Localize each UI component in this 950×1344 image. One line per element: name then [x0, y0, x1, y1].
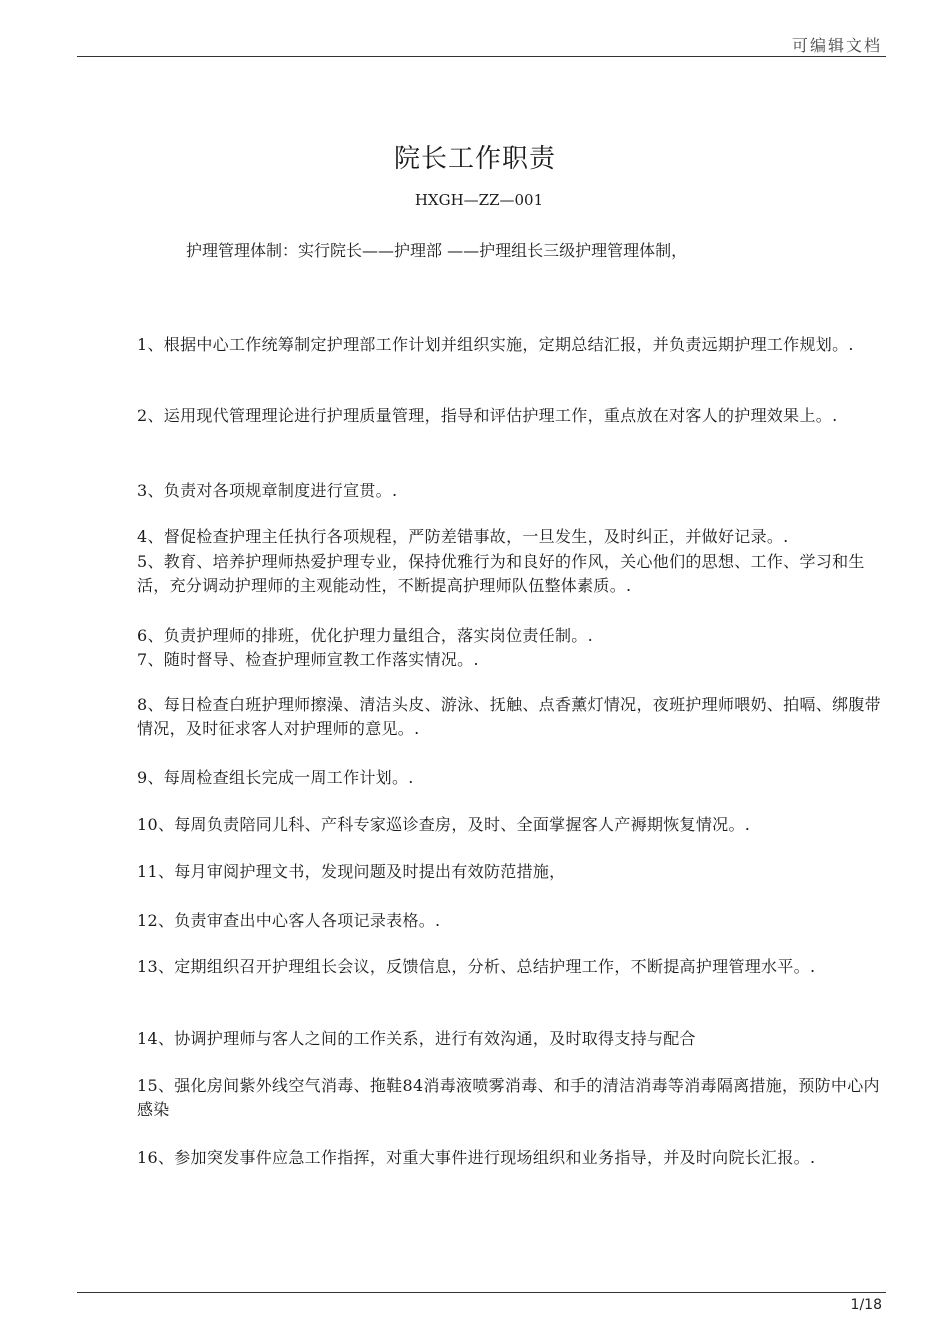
duty-item-5: 5、教育、培养护理师热爱护理专业，保持优雅行为和良好的作风，关心他们的思想、工作、学习和生活，充分调动护理师的主观能动性，不断提高护理师队伍整体素质。.: [137, 552, 865, 595]
page-number: 1/18: [850, 1297, 882, 1313]
duty-item-9: 9、每周检查组长完成一周工作计划。.: [137, 768, 414, 787]
duty-item-16: 16、参加突发事件应急工作指挥，对重大事件进行现场组织和业务指导，并及时向院长汇报。.: [137, 1148, 816, 1167]
duty-item-14: 14、协调护理师与客人之间的工作关系，进行有效沟通，及时取得支持与配合: [137, 1029, 696, 1048]
document-title: 院长工作职责: [393, 144, 556, 174]
intro-paragraph: 护理管理体制：实行院长——护理部 ——护理组长三级护理管理体制，: [186, 241, 688, 260]
duty-item-7: 7、随时督导、检查护理师宣教工作落实情况。.: [137, 650, 479, 669]
header-label: 可编辑文档: [791, 36, 882, 55]
duty-item-2: 2、运用现代管理理论进行护理质量管理，指导和评估护理工作，重点放在对客人的护理效果上。.: [137, 406, 838, 425]
duty-item-8: 8、每日检查白班护理师擦澡、清洁头皮、游泳、抚触、点香薰灯情况，夜班护理师喂奶、拍嗝、绑腹带情况，及时征求客人对护理师的意见。.: [137, 695, 881, 738]
duty-item-12: 12、负责审查出中心客人各项记录表格。.: [137, 911, 441, 930]
duty-item-1: 1、根据中心工作统筹制定护理部工作计划并组织实施，定期总结汇报，并负责远期护理工作规划。.: [137, 335, 854, 354]
duty-item-11: 11、每月审阅护理文书，发现问题及时提出有效防范措施，: [137, 862, 566, 881]
duty-item-10: 10、每周负责陪同儿科、产科专家巡诊查房，及时、全面掌握客人产褥期恢复情况。.: [137, 815, 751, 834]
duty-item-13: 13、定期组织召开护理组长会议，反馈信息，分析、总结护理工作，不断提高护理管理水平。.: [137, 957, 816, 976]
footer-divider: [77, 1292, 886, 1293]
duty-item-6: 6、负责护理师的排班，优化护理力量组合，落实岗位责任制。.: [137, 626, 593, 645]
duty-item-4: 4、督促检查护理主任执行各项规程，严防差错事故，一旦发生，及时纠正，并做好记录。.: [137, 527, 789, 546]
duty-item-3: 3、负责对各项规章制度进行宣贯。.: [137, 481, 398, 500]
header-divider: [77, 56, 886, 57]
document-code: HXGH—ZZ—001: [414, 191, 544, 209]
duty-item-15: 15、强化房间紫外线空气消毒、拖鞋84消毒液喷雾消毒、和手的清洁消毒等消毒隔离措施，预防中心内感染: [137, 1076, 880, 1119]
